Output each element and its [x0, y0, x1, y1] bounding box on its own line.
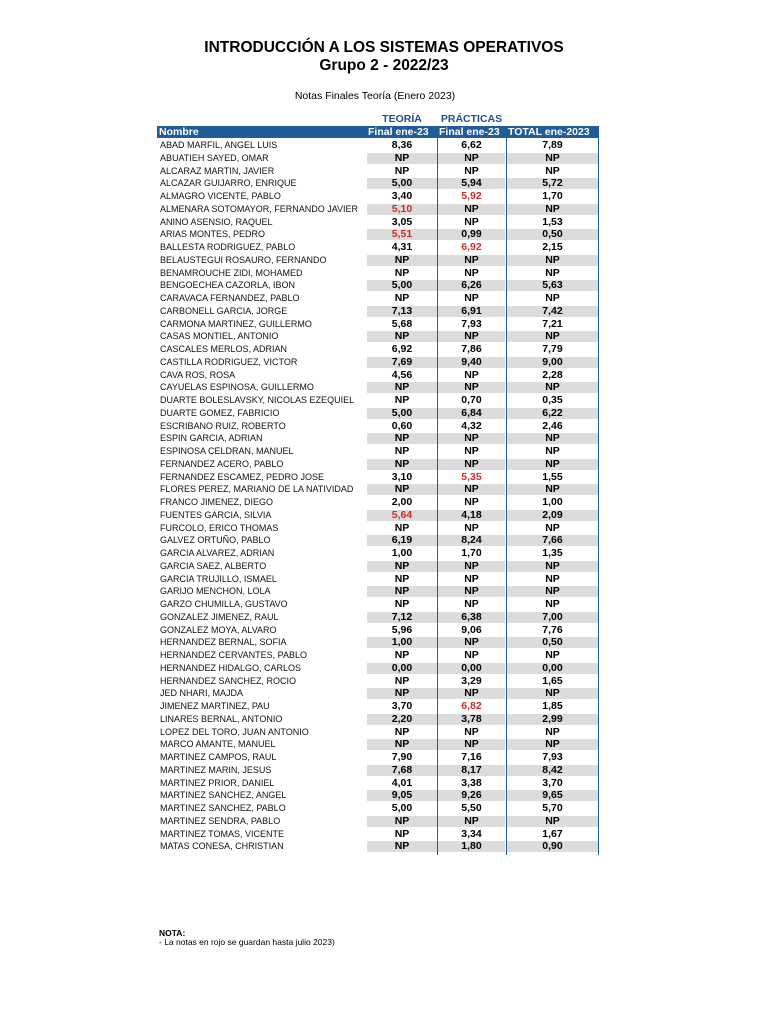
- column-header-nombre: Nombre: [159, 126, 199, 138]
- grade-teoria: NP: [367, 816, 437, 827]
- grade-total: 1,53: [542, 215, 563, 228]
- grade-teoria: NP: [367, 459, 437, 470]
- table-row: [157, 394, 598, 407]
- table-row: [157, 292, 598, 305]
- grade-total: NP: [507, 331, 598, 342]
- grade-practicas: NP: [464, 496, 479, 508]
- student-name: FLORES PEREZ, MARIANO DE LA NATIVIDAD: [160, 484, 354, 495]
- grade-total: NP: [545, 649, 560, 661]
- grade-practicas: 6,92: [461, 241, 482, 253]
- table-row: [157, 228, 598, 241]
- grade-practicas: 0,99: [438, 229, 505, 240]
- table-row: [157, 726, 598, 739]
- grade-teoria: NP: [367, 382, 437, 393]
- grade-practicas: 0,70: [461, 394, 482, 406]
- table-row: [157, 279, 598, 292]
- column-header-teoria-final: Final ene-23: [368, 126, 429, 138]
- grade-total: 0,00: [507, 663, 598, 674]
- grade-total: 1,65: [542, 674, 563, 687]
- grade-practicas: 9,06: [461, 623, 482, 636]
- table-row: [157, 177, 598, 190]
- grade-practicas: NP: [438, 816, 505, 827]
- grade-practicas: 8,24: [438, 535, 505, 546]
- grade-practicas: 4,32: [461, 419, 482, 432]
- table-row: [157, 573, 598, 586]
- grade-practicas: NP: [438, 331, 505, 342]
- student-name: GARCIA ALVAREZ, ADRIAN: [160, 548, 275, 558]
- table-row: [157, 483, 598, 496]
- student-name: MARTINEZ SENDRA, PABLO: [160, 815, 281, 826]
- grade-total: 7,93: [542, 751, 563, 763]
- table-row: [157, 624, 598, 637]
- grade-teoria: 5,68: [391, 317, 413, 330]
- table-row: [157, 369, 598, 382]
- student-name: FUENTES GARCIA, SILVIA: [160, 509, 272, 520]
- grade-practicas: 6,82: [461, 700, 482, 712]
- group-header-teoria: TEORÍA: [382, 113, 422, 125]
- table-row: [157, 305, 598, 318]
- grade-teoria: NP: [367, 739, 437, 750]
- grade-teoria: 8,36: [391, 139, 413, 151]
- grade-practicas: 3,29: [461, 674, 482, 687]
- grade-teoria: 5,00: [391, 802, 413, 814]
- student-name: CASTILLA RODRIGUEZ, VICTOR: [160, 356, 298, 367]
- grade-total: NP: [507, 561, 598, 572]
- student-name: MARTINEZ TOMAS, VICENTE: [160, 828, 285, 839]
- table-row: [157, 560, 598, 573]
- grade-practicas: NP: [464, 164, 479, 177]
- grade-teoria: NP: [394, 598, 410, 610]
- grade-practicas: NP: [438, 433, 505, 444]
- grade-teoria: 4,31: [391, 241, 413, 253]
- student-name: HERNANDEZ BERNAL, SOFIA: [160, 637, 287, 648]
- grade-teoria: NP: [367, 153, 437, 164]
- grade-teoria: 5,96: [391, 623, 413, 636]
- grade-teoria: 5,00: [367, 408, 437, 419]
- grade-practicas: 4,18: [438, 510, 505, 521]
- grade-total: 1,70: [542, 190, 563, 202]
- grade-practicas: NP: [464, 572, 479, 585]
- grade-practicas: 6,26: [438, 280, 505, 291]
- student-name: CARAVACA FERNANDEZ, PABLO: [160, 293, 300, 303]
- grade-practicas: NP: [464, 445, 479, 457]
- grade-teoria: 5,10: [367, 204, 437, 215]
- table-row: [157, 547, 598, 560]
- grade-teoria: 7,12: [367, 612, 437, 623]
- grade-teoria: 7,69: [367, 357, 437, 368]
- grade-teoria: NP: [394, 572, 410, 585]
- grade-practicas: 9,26: [438, 790, 505, 801]
- student-name: LOPEZ DEL TORO, JUAN ANTONIO: [160, 726, 309, 737]
- student-name: HERNANDEZ SANCHEZ, ROCIO: [160, 675, 297, 686]
- grade-total: 1,55: [542, 470, 563, 483]
- table-caption: Notas Finales Teoría (Enero 2023): [294, 90, 456, 102]
- table-row: [157, 445, 598, 458]
- grade-practicas: NP: [438, 204, 505, 215]
- table-row: [157, 802, 598, 815]
- grade-teoria: 7,13: [367, 306, 437, 317]
- grade-total: 2,99: [507, 714, 598, 725]
- grade-teoria: 5,51: [367, 229, 437, 240]
- grade-teoria: NP: [367, 688, 437, 699]
- grade-total: 7,21: [542, 317, 563, 330]
- student-name: HERNANDEZ HIDALGO, CARLOS: [160, 662, 302, 673]
- table-row: [157, 751, 598, 764]
- grade-total: 5,63: [507, 280, 598, 291]
- grade-practicas: 6,62: [461, 139, 482, 151]
- grade-practicas: 9,40: [438, 357, 505, 368]
- student-name: FERNANDEZ ESCAMEZ, PEDRO JOSE: [160, 471, 325, 482]
- student-name: CARBONELL GARCIA, JORGE: [160, 305, 288, 316]
- student-name: ESPINOSA CELDRAN, MANUEL: [160, 446, 294, 456]
- student-name: CASAS MONTIEL, ANTONIO: [160, 331, 279, 342]
- table-row: [157, 432, 598, 445]
- student-name: DUARTE GOMEZ, FABRICIO: [160, 407, 280, 418]
- grade-total: 7,79: [542, 343, 563, 355]
- table-row: [157, 420, 598, 433]
- table-header-row: [157, 126, 598, 138]
- grade-practicas: NP: [438, 153, 505, 164]
- grade-teoria: 3,70: [391, 700, 413, 712]
- grade-practicas: NP: [438, 484, 505, 495]
- grade-total: NP: [507, 688, 598, 699]
- grade-practicas: 6,84: [438, 408, 505, 419]
- table-row: [157, 152, 598, 165]
- table-row: [157, 611, 598, 624]
- grade-practicas: NP: [438, 739, 505, 750]
- grade-total: 0,35: [542, 394, 563, 406]
- table-row: [157, 534, 598, 547]
- grade-practicas: 0,00: [438, 663, 505, 674]
- grade-teoria: 4,56: [391, 368, 413, 381]
- student-name: MATAS CONESA, CHRISTIAN: [160, 841, 284, 852]
- table-row: [157, 675, 598, 688]
- grade-total: 2,28: [542, 368, 563, 381]
- grade-total: NP: [507, 255, 598, 266]
- grade-practicas: NP: [438, 688, 505, 699]
- table-row: [157, 828, 598, 841]
- note-text: - La notas en rojo se guardan hasta julio 2023): [159, 937, 335, 947]
- grade-teoria: 5,00: [367, 178, 437, 189]
- grade-total: 7,42: [507, 306, 598, 317]
- grade-practicas: NP: [464, 292, 479, 304]
- document-subtitle: Grupo 2 - 2022/23: [319, 57, 449, 74]
- column-header-practicas-final: Final ene-23: [439, 126, 500, 138]
- grade-practicas: 1,80: [438, 841, 505, 852]
- student-name: DUARTE BOLESLAVSKY, NICOLAS EZEQUIEL: [160, 395, 355, 405]
- student-name: JED NHARI, MAJDA: [160, 688, 244, 699]
- student-name: ABAD MARFIL, ANGEL LUIS: [160, 140, 278, 150]
- student-name: BENAMROUCHE ZIDI, MOHAMED: [160, 267, 303, 278]
- grade-teoria: 6,19: [367, 535, 437, 546]
- grade-teoria: 3,40: [391, 190, 413, 202]
- note-title: NOTA:: [159, 928, 186, 938]
- grade-teoria: NP: [394, 266, 410, 279]
- table-row: [157, 165, 598, 178]
- grade-total: NP: [545, 164, 560, 177]
- grade-total: NP: [507, 739, 598, 750]
- grade-total: 0,90: [507, 841, 598, 852]
- grade-teoria: NP: [367, 331, 437, 342]
- grade-total: NP: [545, 292, 560, 304]
- grade-total: 1,00: [542, 496, 563, 508]
- grade-total: NP: [507, 433, 598, 444]
- document-title: INTRODUCCIÓN A LOS SISTEMAS OPERATIVOS: [204, 39, 564, 56]
- student-name: MARTINEZ SANCHEZ, PABLO: [160, 803, 286, 813]
- table-row: [157, 649, 598, 662]
- grade-practicas: 3,78: [438, 714, 505, 725]
- grade-practicas: NP: [438, 586, 505, 597]
- student-name: ESPIN GARCIA, ADRIAN: [160, 433, 263, 444]
- student-name: ESCRIBANO RUIZ, ROBERTO: [160, 420, 286, 431]
- grade-total: 7,00: [507, 612, 598, 623]
- grade-teoria: NP: [394, 521, 410, 534]
- grade-total: NP: [507, 484, 598, 495]
- student-name: GARCIA TRUJILLO, ISMAEL: [160, 573, 277, 584]
- grade-total: 2,46: [542, 419, 563, 432]
- grade-total: 1,85: [542, 700, 563, 712]
- grade-practicas: NP: [464, 598, 479, 610]
- student-name: MARCO AMANTE, MANUEL: [160, 739, 276, 750]
- grade-total: 0,50: [507, 229, 598, 240]
- student-name: MARTINEZ CAMPOS, RAUL: [160, 752, 277, 762]
- group-header-practicas: PRÁCTICAS: [440, 113, 503, 125]
- student-name: GARIJO MENCHON, LOLA: [160, 586, 271, 597]
- grade-total: 6,22: [507, 408, 598, 419]
- student-name: ALCAZAR GUIJARRO, ENRIQUE: [160, 178, 297, 189]
- grade-total: 7,66: [507, 535, 598, 546]
- table-row: [157, 662, 598, 675]
- grade-total: NP: [545, 445, 560, 457]
- grade-total: NP: [507, 153, 598, 164]
- table-row: [157, 764, 598, 777]
- grade-practicas: 1,70: [461, 547, 482, 559]
- table-row: [157, 738, 598, 751]
- table-row: [157, 407, 598, 420]
- grade-teoria: NP: [367, 484, 437, 495]
- grade-practicas: 5,35: [461, 470, 482, 483]
- column-header-total: TOTAL ene-2023: [508, 126, 590, 138]
- grade-teoria: NP: [394, 674, 410, 687]
- grade-practicas: 5,92: [461, 190, 482, 202]
- grade-teoria: NP: [394, 394, 410, 406]
- grade-practicas: 3,38: [461, 776, 482, 789]
- grades-table: [157, 139, 598, 853]
- table-row: [157, 509, 598, 522]
- grade-practicas: 3,34: [461, 827, 482, 840]
- table-row: [157, 356, 598, 369]
- grade-teoria: NP: [394, 445, 410, 457]
- table-row: [157, 267, 598, 280]
- student-name: MARTINEZ SANCHEZ, ANGEL: [160, 790, 287, 801]
- table-row: [157, 139, 598, 152]
- grade-total: NP: [545, 598, 560, 610]
- student-name: CASCALES MERLOS, ADRIAN: [160, 344, 288, 354]
- grade-teoria: 2,00: [391, 496, 413, 508]
- grade-teoria: 7,90: [391, 751, 413, 763]
- student-name: FRANCO JIMENEZ, DIEGO: [160, 497, 274, 507]
- student-name: GARZO CHUMILLA, GUSTAVO: [160, 599, 288, 609]
- table-row: [157, 216, 598, 229]
- student-name: ABUATIEH SAYED, OMAR: [160, 152, 269, 163]
- grade-total: 0,50: [507, 637, 598, 648]
- table-row: [157, 522, 598, 535]
- grade-teoria: NP: [367, 255, 437, 266]
- grade-practicas: 5,50: [461, 802, 482, 814]
- grade-practicas: NP: [464, 266, 479, 279]
- grade-teoria: NP: [394, 827, 410, 840]
- grade-practicas: 8,17: [438, 765, 505, 776]
- grade-total: 1,35: [542, 547, 563, 559]
- grade-teoria: 1,00: [391, 547, 413, 559]
- student-name: FURCOLO, ERICO THOMAS: [160, 522, 279, 533]
- student-name: GONZALEZ MOYA, ALVARO: [160, 624, 277, 635]
- student-name: JIMENEZ MARTINEZ, PAU: [160, 701, 270, 711]
- student-name: ALMENARA SOTOMAYOR, FERNANDO JAVIER: [160, 203, 359, 214]
- grade-teoria: 6,92: [391, 343, 413, 355]
- student-name: BALLESTA RODRIGUEZ, PABLO: [160, 242, 296, 252]
- table-row: [157, 789, 598, 802]
- grade-teoria: 7,68: [367, 765, 437, 776]
- table-row: [157, 318, 598, 331]
- grade-total: 5,70: [542, 802, 563, 814]
- grade-practicas: 6,91: [438, 306, 505, 317]
- grade-practicas: NP: [464, 725, 479, 738]
- student-name: ANINO ASENSIO, RAQUEL: [160, 216, 273, 227]
- grade-practicas: NP: [438, 382, 505, 393]
- table-row: [157, 381, 598, 394]
- grade-practicas: 7,86: [461, 343, 482, 355]
- student-name: GONZALEZ JIMENEZ, RAUL: [160, 611, 279, 622]
- grade-total: NP: [545, 521, 560, 534]
- grade-teoria: NP: [367, 586, 437, 597]
- grade-practicas: NP: [464, 649, 479, 661]
- student-name: HERNANDEZ CERVANTES, PABLO: [160, 650, 308, 660]
- grade-teoria: NP: [394, 292, 410, 304]
- grade-teoria: 4,01: [391, 776, 413, 789]
- grade-total: 5,72: [507, 178, 598, 189]
- grade-practicas: 7,93: [461, 317, 482, 330]
- grade-practicas: NP: [438, 459, 505, 470]
- student-name: BENGOECHEA CAZORLA, IBON: [160, 280, 296, 291]
- grade-teoria: 3,05: [391, 215, 413, 228]
- grade-teoria: NP: [367, 841, 437, 852]
- table-row: [157, 330, 598, 343]
- table-row: [157, 496, 598, 509]
- grade-practicas: 7,16: [461, 751, 482, 763]
- table-row: [157, 254, 598, 267]
- student-name: BELAUSTEGUI ROSAURO, FERNANDO: [160, 254, 327, 265]
- grade-practicas: NP: [464, 521, 479, 534]
- table-row: [157, 713, 598, 726]
- grade-practicas: 6,38: [438, 612, 505, 623]
- grade-total: NP: [545, 572, 560, 585]
- table-row: [157, 190, 598, 203]
- grade-total: 9,00: [507, 357, 598, 368]
- grade-teoria: 3,10: [391, 470, 413, 483]
- table-row: [157, 777, 598, 790]
- student-name: ARIAS MONTES, PEDRO: [160, 229, 266, 240]
- table-row: [157, 598, 598, 611]
- grade-teoria: 2,20: [367, 714, 437, 725]
- student-name: LINARES BERNAL, ANTONIO: [160, 713, 283, 724]
- grade-total: NP: [545, 725, 560, 738]
- table-row: [157, 458, 598, 471]
- grade-teoria: 5,00: [367, 280, 437, 291]
- grade-teoria: NP: [394, 725, 410, 738]
- grade-total: NP: [507, 586, 598, 597]
- grade-total: 1,67: [542, 827, 563, 840]
- grade-total: NP: [507, 816, 598, 827]
- grade-teoria: 0,60: [391, 419, 413, 432]
- table-row: [157, 343, 598, 356]
- student-name: GARCIA SAEZ, ALBERTO: [160, 560, 267, 571]
- grade-teoria: NP: [394, 164, 410, 177]
- table-row: [157, 700, 598, 713]
- student-name: GALVEZ ORTUÑO, PABLO: [160, 535, 271, 546]
- student-name: FERNANDEZ ACERO, PABLO: [160, 458, 284, 469]
- student-name: ALMAGRO VICENTE, PABLO: [160, 191, 281, 201]
- grade-teoria: 9,05: [367, 790, 437, 801]
- grade-teoria: NP: [367, 561, 437, 572]
- grade-practicas: NP: [438, 561, 505, 572]
- grade-teoria: 0,00: [367, 663, 437, 674]
- grade-total: NP: [507, 204, 598, 215]
- grade-total: 3,70: [542, 776, 563, 789]
- table-row: [157, 687, 598, 700]
- grade-teoria: NP: [394, 649, 410, 661]
- student-name: CAVA ROS, ROSA: [160, 369, 236, 380]
- grade-total: 7,76: [542, 623, 563, 636]
- student-name: ALCARAZ MARTIN, JAVIER: [160, 165, 275, 176]
- grade-total: NP: [507, 382, 598, 393]
- grade-practicas: NP: [438, 255, 505, 266]
- table-row: [157, 815, 598, 828]
- grade-practicas: 5,94: [438, 178, 505, 189]
- grade-total: 2,15: [542, 241, 563, 253]
- table-row: [157, 241, 598, 254]
- student-name: MARTINEZ PRIOR, DANIEL: [160, 777, 275, 788]
- grade-total: 8,42: [507, 765, 598, 776]
- grade-total: NP: [507, 459, 598, 470]
- table-row: [157, 471, 598, 484]
- grade-teoria: 1,00: [367, 637, 437, 648]
- grade-teoria: 5,64: [367, 510, 437, 521]
- grade-total: 2,09: [507, 510, 598, 521]
- table-row: [157, 203, 598, 216]
- grade-total: 7,89: [542, 139, 563, 151]
- student-name: CARMONA MARTINEZ, GUILLERMO: [160, 318, 312, 329]
- grade-practicas: NP: [464, 368, 479, 381]
- student-name: MARTINEZ MARIN, JESUS: [160, 764, 272, 775]
- table-row: [157, 840, 598, 853]
- table-row: [157, 585, 598, 598]
- table-row: [157, 636, 598, 649]
- grade-total: 9,65: [507, 790, 598, 801]
- grade-practicas: NP: [464, 215, 479, 228]
- grade-teoria: NP: [367, 433, 437, 444]
- column-divider: [598, 126, 599, 855]
- grade-practicas: NP: [438, 637, 505, 648]
- grade-total: NP: [545, 266, 560, 279]
- student-name: CAYUELAS ESPINOSA, GUILLERMO: [160, 382, 314, 393]
